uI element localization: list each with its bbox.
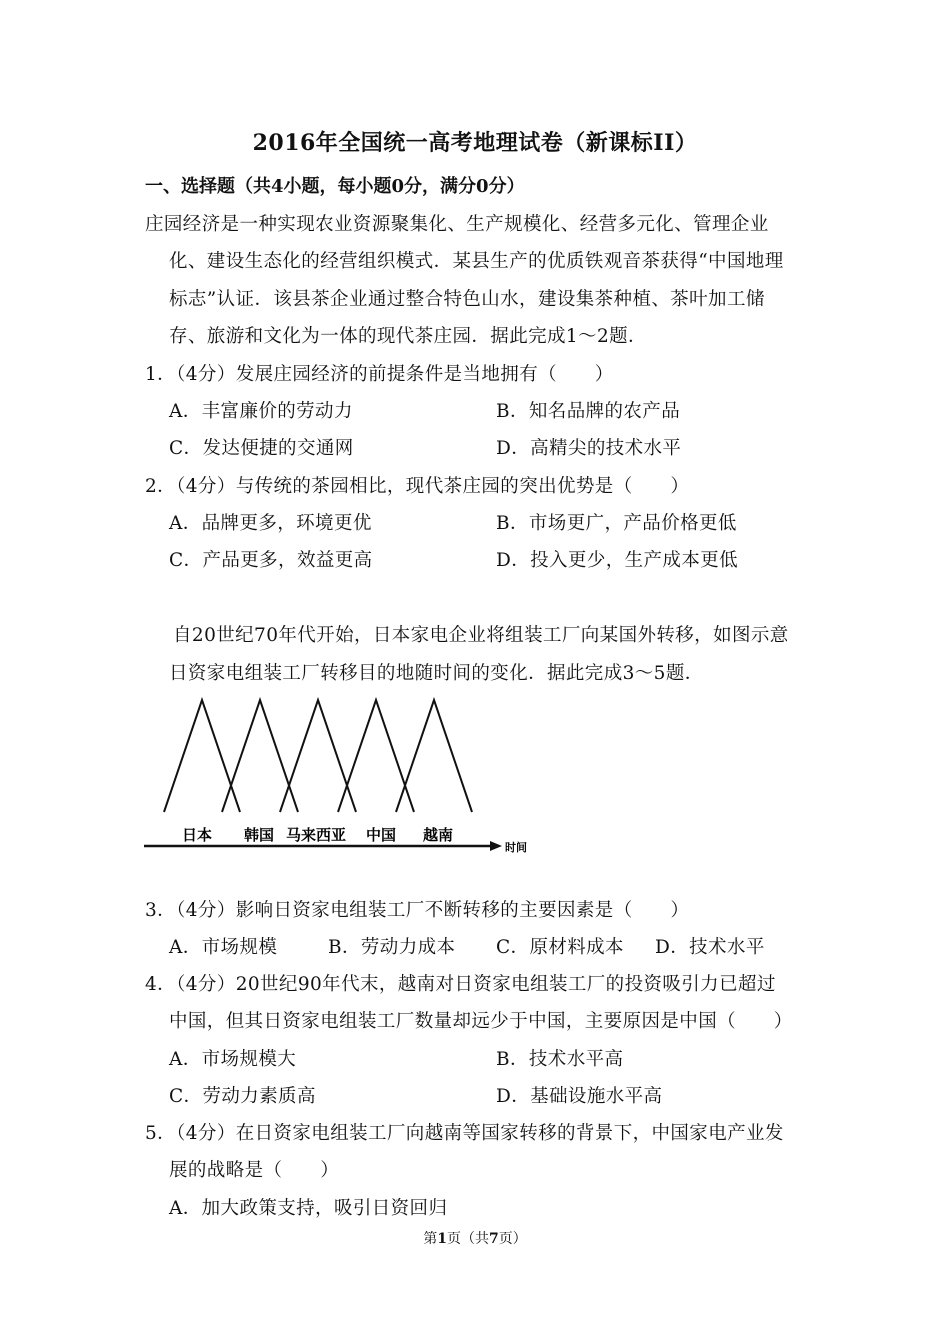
section-heading: 一、选择题（共4小题，每小题0分，满分0分）	[145, 176, 525, 197]
footer-middle: 页（共	[447, 1231, 489, 1247]
question-2-option-c: C．产品更多，效益更高	[169, 550, 373, 571]
footer-total-pages: 7	[489, 1231, 499, 1247]
question-4-option-b: B．技术水平高	[496, 1049, 624, 1070]
footer-suffix: 页）	[498, 1231, 527, 1247]
question-1-option-c: C．发达便捷的交通网	[169, 438, 354, 459]
question-3-stem: 3．（4分）影响日资家电组装工厂不断转移的主要因素是（ ）	[145, 900, 690, 921]
question-5-option-a: A．加大政策支持，吸引日资回归	[169, 1198, 448, 1219]
transfer-peaks	[164, 700, 472, 812]
passage1-line-4: 存、旅游和文化为一体的现代茶庄园．据此完成1～2题．	[169, 326, 647, 347]
question-4-option-c: C．劳动力素质高	[169, 1086, 316, 1107]
passage1-line-3: 标志”认证．该县茶企业通过整合特色山水，建设集茶种植、茶叶加工储	[169, 289, 765, 310]
time-axis-label: 时间	[505, 841, 527, 854]
question-3-option-a: A．市场规模	[169, 937, 278, 958]
factory-transfer-diagram	[140, 690, 540, 860]
question-1-option-d: D．高精尖的技术水平	[496, 438, 682, 459]
question-5-stem-line-2: 展的战略是（ ）	[169, 1160, 340, 1181]
label-malaysia: 马来西亚	[286, 826, 347, 844]
time-axis-arrow-icon	[490, 841, 502, 851]
question-4-stem-line-2: 中国，但其日资家电组装工厂数量却远少于中国，主要原因是中国（ ）	[169, 1011, 793, 1032]
page-title: 2016年全国统一高考地理试卷（新课标II）	[252, 130, 698, 156]
passage2-line-2: 日资家电组装工厂转移目的地随时间的变化．据此完成3～5题．	[169, 663, 704, 684]
label-china: 中国	[366, 826, 397, 844]
page-footer	[0, 1228, 950, 1248]
question-4-option-a: A．市场规模大	[169, 1049, 297, 1070]
question-1-stem: 1．（4分）发展庄园经济的前提条件是当地拥有（ ）	[145, 364, 614, 385]
footer-prefix: 第	[423, 1231, 438, 1247]
passage1-line-1: 庄园经济是一种实现农业资源聚集化、生产规模化、经营多元化、管理企业	[145, 214, 769, 235]
label-japan: 日本	[182, 826, 213, 844]
question-4-stem-line-1: 4．（4分）20世纪90年代末，越南对日资家电组装工厂的投资吸引力已超过	[145, 974, 776, 995]
passage2-line-1: 自20世纪70年代开始，日本家电企业将组装工厂向某国外转移，如图示意	[173, 625, 789, 646]
question-2-option-b: B．市场更广，产品价格更低	[496, 513, 737, 534]
label-vietnam: 越南	[423, 826, 454, 844]
passage1-line-2: 化、建设生态化的经营组织模式．某县生产的优质铁观音茶获得“中国地理	[169, 251, 784, 272]
question-3-option-c: C．原材料成本	[496, 937, 624, 958]
question-3-option-b: B．劳动力成本	[328, 937, 456, 958]
question-1-option-a: A．丰富廉价的劳动力	[169, 401, 353, 422]
question-2-stem: 2．（4分）与传统的茶园相比，现代茶庄园的突出优势是（ ）	[145, 476, 690, 497]
label-korea: 韩国	[244, 826, 275, 844]
footer-page-number: 1	[437, 1231, 447, 1247]
question-2-option-a: A．品牌更多，环境更优	[169, 513, 372, 534]
question-4-option-d: D．基础设施水平高	[496, 1086, 663, 1107]
question-5-stem-line-1: 5．（4分）在日资家电组装工厂向越南等国家转移的背景下，中国家电产业发	[145, 1123, 784, 1144]
question-3-option-d: D．技术水平	[655, 937, 765, 958]
question-1-option-b: B．知名品牌的农产品	[496, 401, 681, 422]
question-2-option-d: D．投入更少，生产成本更低	[496, 550, 739, 571]
